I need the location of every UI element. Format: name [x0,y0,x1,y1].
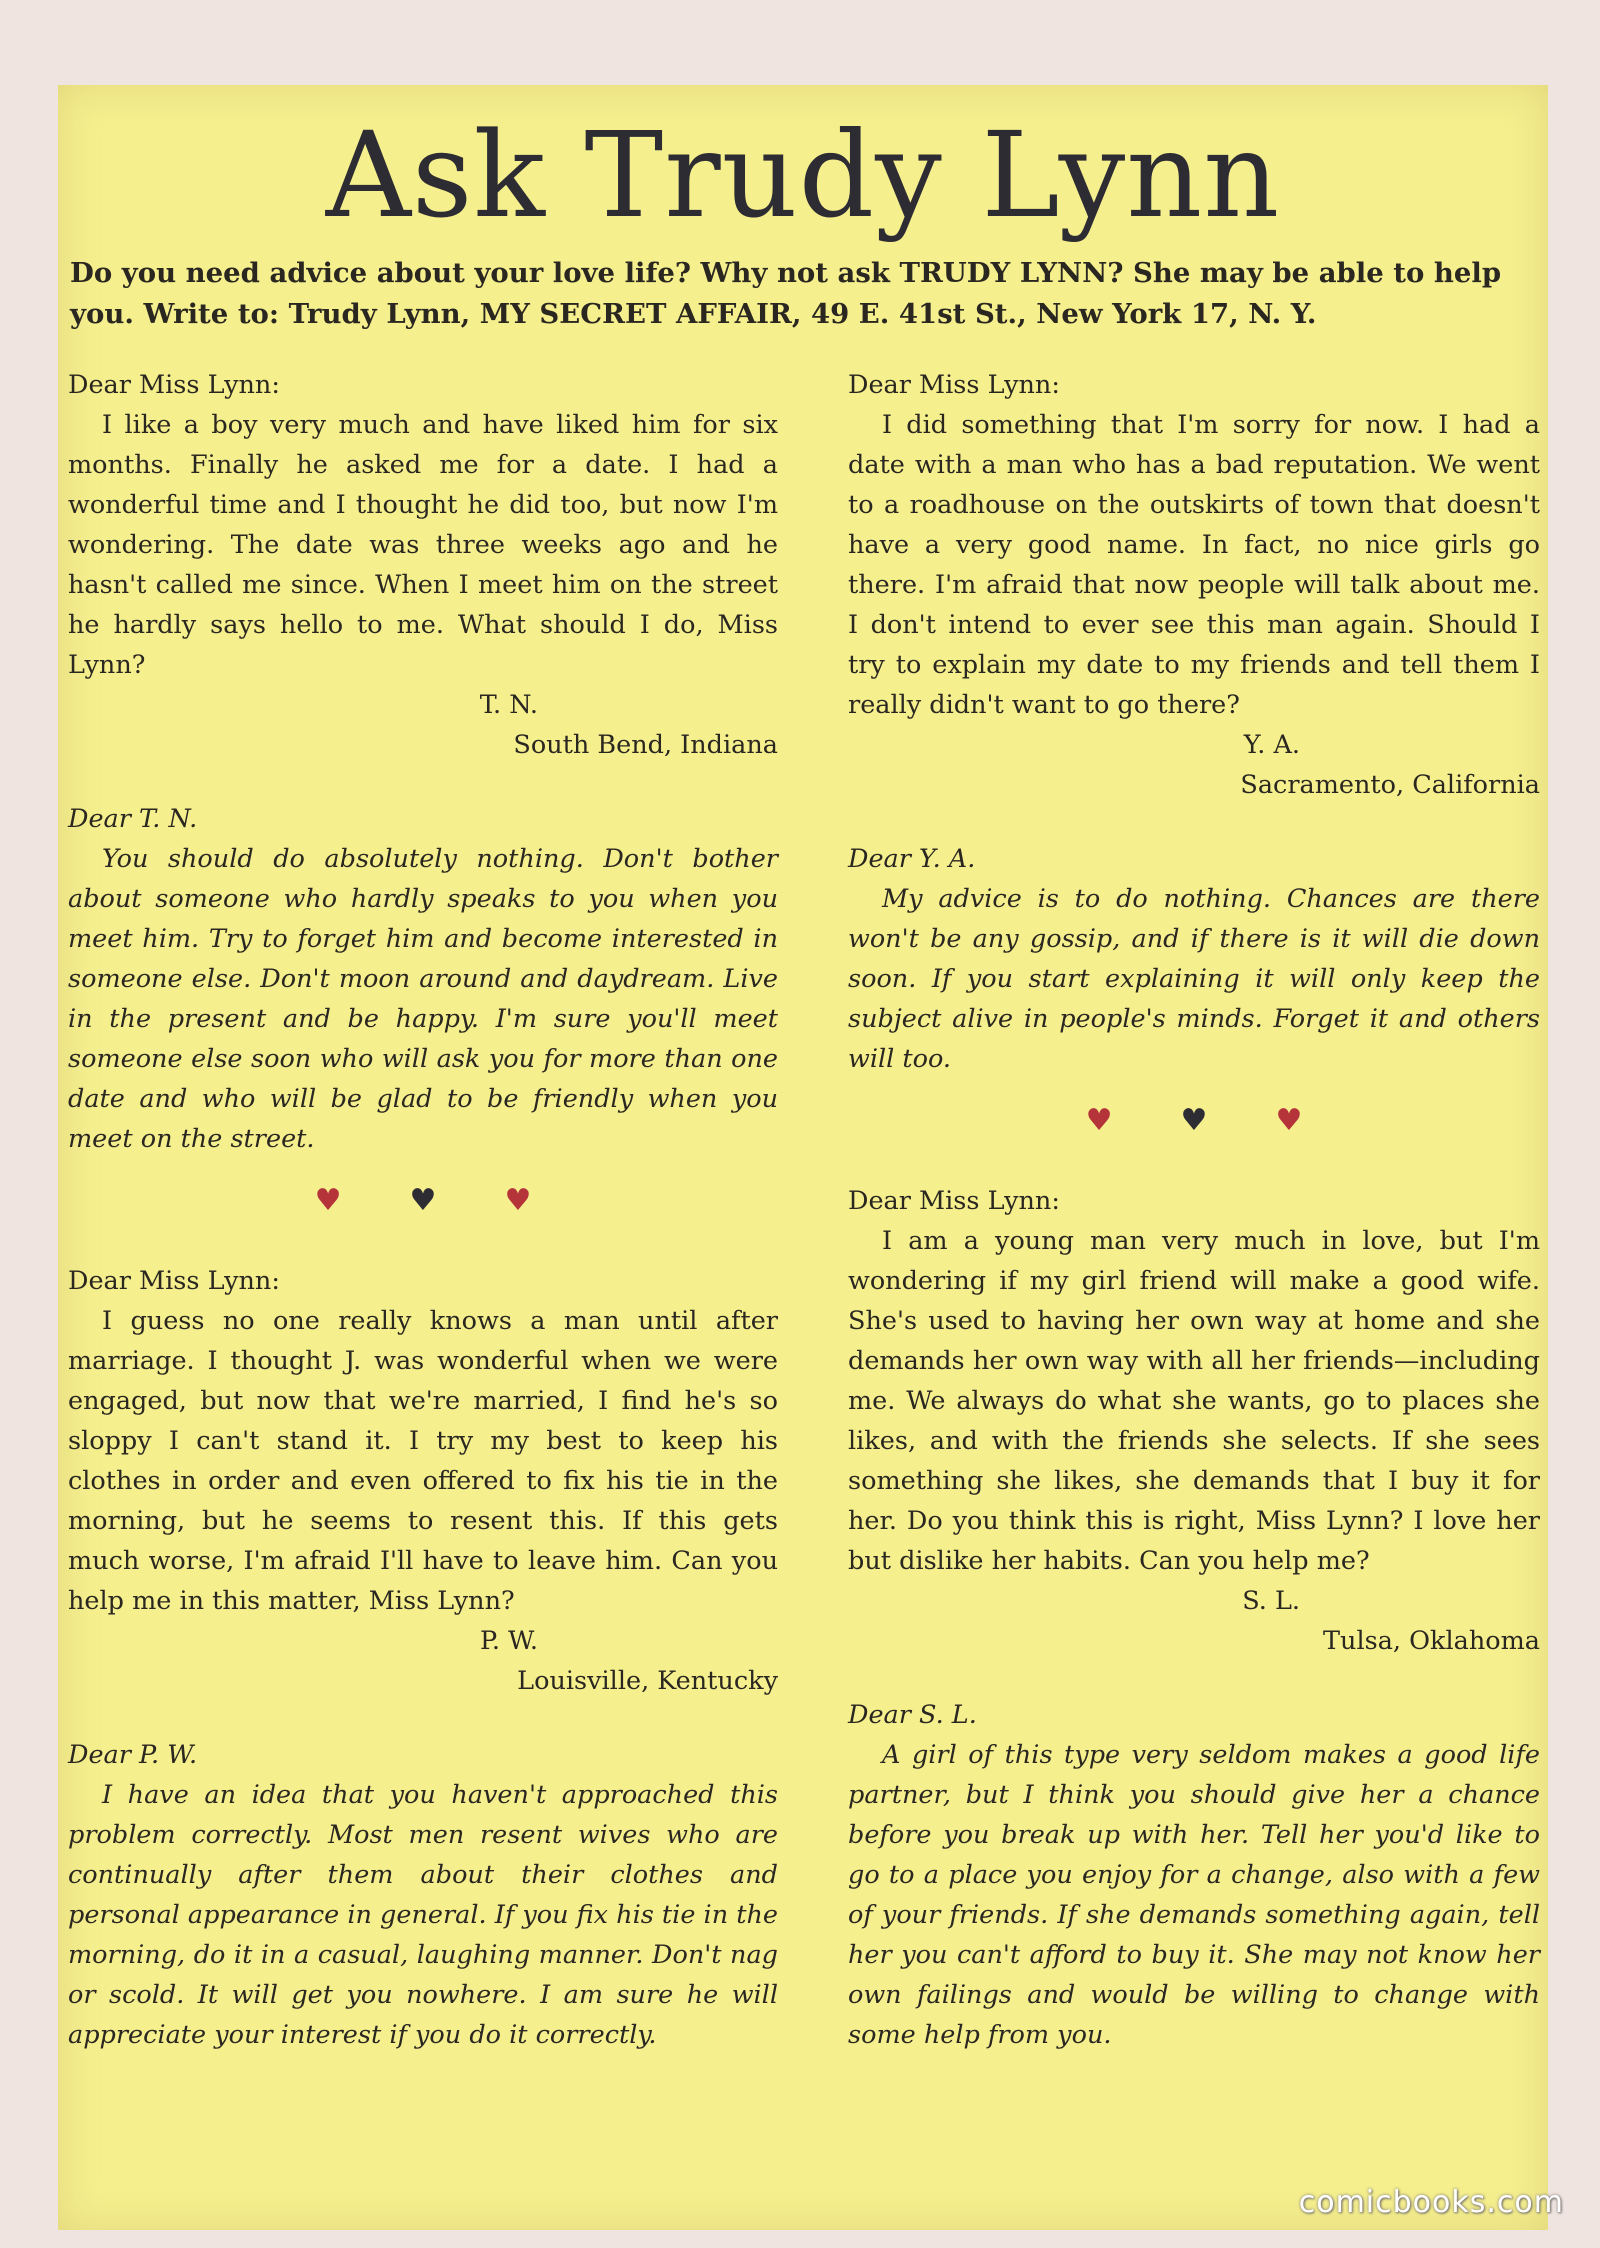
letter-place: South Bend, Indiana [513,730,778,760]
reply-body: You should do absolutely nothing. Don't bother about someone who hardly speaks to you when you meet him. Try to forget him and become interested in someone else. Don't moon around and daydream. Live in the present and be happy. I'm sure you'll meet someone else soon who will ask you for more than one date and who will be glad to be friendly when you meet on the street. [68,844,778,1154]
right-column [848,365,1540,2055]
intro-text: Do you need advice about your love life? Why not ask TRUDY LYNN? She may be able to help you. Write to: Trudy Lynn, MY SECRET AFFAIR, 49 E. 41st St., New York 17, N. Y. [70,257,1502,330]
heart-icon: ♥ [1180,1103,1208,1138]
reply-body: A girl of this type very seldom makes a good life partner, but I think you should give her a chance before you break up with her. Tell her you'd like to go to a place you enjoy for a change, also with a few of your friends. If she demands something again, tell her you can't afford to buy it. She may not know her own failings and would be willing to change with some help from you. [848,1740,1540,2050]
left-column [68,365,778,2055]
letter-signature [848,725,1540,805]
letter-salutation: Dear Miss Lynn: [848,1186,1060,1216]
heart-icon: ♥ [504,1183,532,1218]
heart-divider [848,1101,1540,1141]
letter-signature [68,1621,778,1701]
letter-place: Tulsa, Oklahoma [1323,1626,1540,1656]
reply-salutation: Dear Y. A. [848,844,976,874]
reply-salutation: Dear T. N. [68,804,198,834]
letter-signature [848,1581,1540,1661]
letter-signature [68,685,778,765]
letter-body: I am a young man very much in love, but I'm wondering if my girl friend will make a good wife. She's used to having her own way at home and she demands her own way with all her friends—including me. We always do what she wants, go to places she likes, and with the friends she selects. If she sees something she likes, she demands that I buy it for her. Do you think this is right, Miss Lynn? I love her but dislike her habits. Can you help me? [848,1226,1540,1576]
magazine-page [58,85,1548,2230]
heart-icon: ♥ [1275,1103,1303,1138]
letter-salutation: Dear Miss Lynn: [68,1266,280,1296]
letter-place: Sacramento, California [1240,770,1540,800]
letter-initials: S. L. [1242,1586,1300,1616]
heart-divider [68,1181,778,1221]
letter-place: Louisville, Kentucky [517,1666,778,1696]
reply-body: My advice is to do nothing. Chances are there won't be any gossip, and if there is it will die down soon. If you start explaining it will only keep the subject alive in people's minds. Forget it and others will too. [848,884,1540,1074]
heart-icon: ♥ [314,1183,342,1218]
reply-salutation: Dear P. W. [68,1740,198,1770]
reply-body: I have an idea that you haven't approached this problem correctly. Most men resent wives who are continually after them about their clothes and personal appearance in general. If you fix his tie in the morning, do it in a casual, laughing manner. Don't nag or scold. It will get you nowhere. I am sure he will appreciate your interest if you do it correctly. [68,1780,778,2050]
letter-salutation: Dear Miss Lynn: [848,370,1060,400]
letter-initials: Y. A. [1243,730,1300,760]
page-title: Ask Trudy Lynn [325,106,1281,244]
letter-body: I guess no one really knows a man until after marriage. I thought J. was wonderful when we were engaged, but now that we're married, I find he's so sloppy I can't stand it. I try my best to keep his clothes in order and even offered to fix his tie in the morning, but he seems to resent this. If this gets much worse, I'm afraid I'll have to leave him. Can you help me in this matter, Miss Lynn? [68,1306,778,1616]
heart-icon: ♥ [1085,1103,1113,1138]
reply-salutation: Dear S. L. [848,1700,977,1730]
letter-body: I did something that I'm sorry for now. I had a date with a man who has a bad reputation. We went to a roadhouse on the outskirts of town that doesn't have a very good name. In fact, no nice girls go there. I'm afraid that now people will talk about me. I don't intend to ever see this man again. Should I try to explain my date to my friends and tell them I really didn't want to go there? [848,410,1540,720]
letter-initials: T. N. [479,690,538,720]
watermark-text: comicbooks.com [1298,2185,1564,2220]
letter-initials: P. W. [479,1626,538,1656]
letter-body: I like a boy very much and have liked him for six months. Finally he asked me for a date. I had a wonderful time and I thought he did too, but now I'm wondering. The date was three weeks ago and he hasn't called me since. When I meet him on the street he hardly says hello to me. What should I do, Miss Lynn? [68,410,778,680]
letter-salutation: Dear Miss Lynn: [68,370,280,400]
heart-icon: ♥ [409,1183,437,1218]
